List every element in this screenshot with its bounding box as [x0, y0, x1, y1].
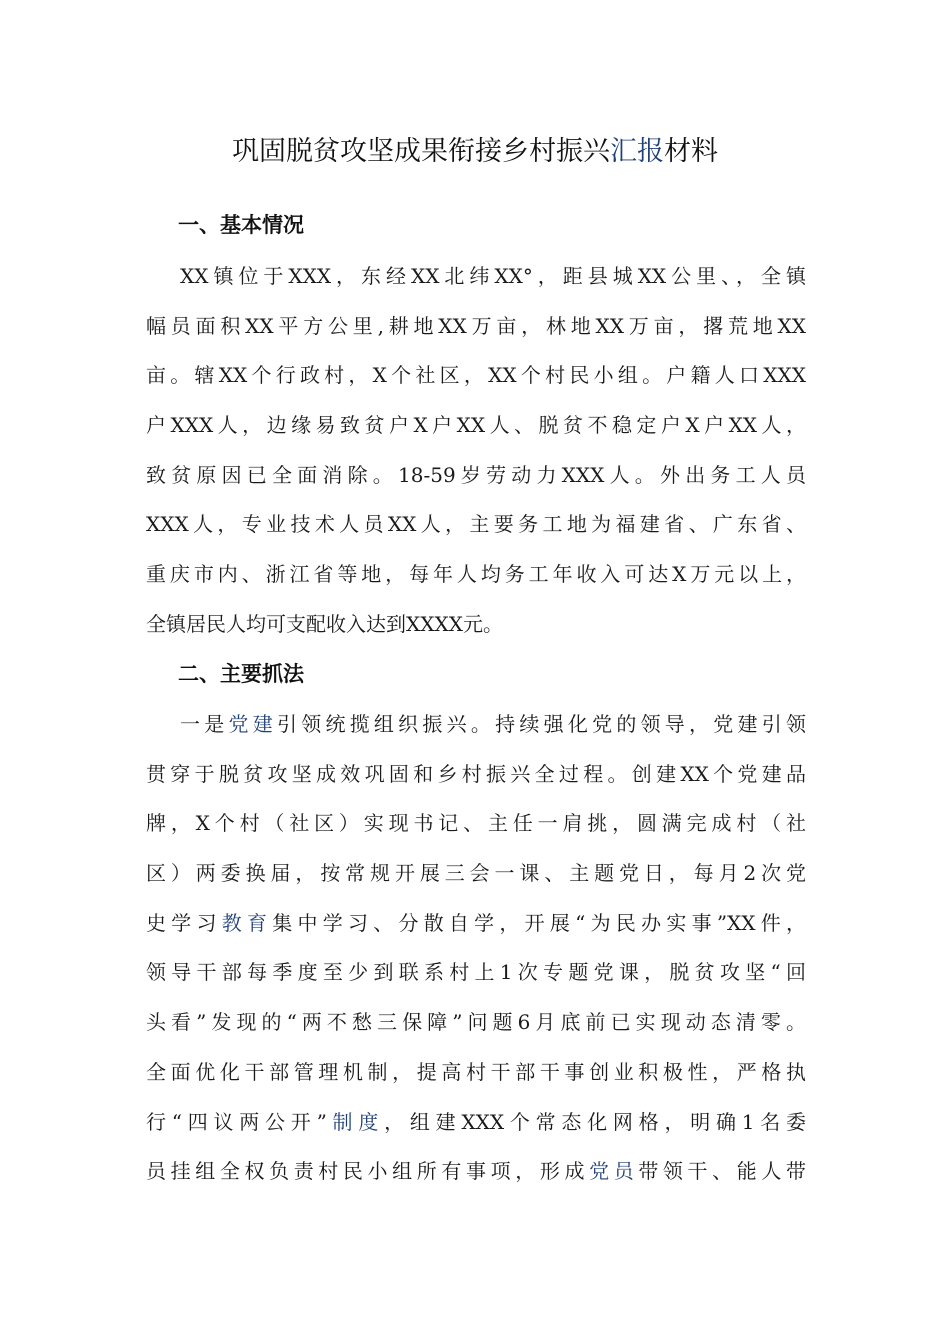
highlight-text: 制度	[326, 1109, 385, 1134]
line-text: 史学习	[146, 910, 222, 935]
document-title	[0, 130, 950, 174]
paragraph-line: XXX人，专业技术人员XX人，主要务工地为福建省、广东省、	[146, 512, 806, 537]
paragraph-line	[146, 905, 806, 955]
line-text: 带领干、能人带	[638, 1159, 806, 1184]
paragraph-line: 致贫原因已全面消除。18-59岁劳动力XXX人。外出务工人员	[146, 462, 806, 487]
section-heading-basic-situation: 一、基本情况	[178, 213, 304, 237]
paragraph-line: 幅员面积XX平方公里,耕地XX万亩，林地XX万亩，撂荒地XX	[146, 313, 806, 338]
line-text: 引领统揽组织振兴。持续强化党的领导，党建引领	[276, 712, 806, 736]
paragraph-line: 户XXX人，边缘易致贫户X户XX人、脱贫不稳定户X户XX人，	[146, 413, 806, 438]
line-text: 员挂组全权负责村民小组所有事项，形成	[146, 1159, 590, 1184]
paragraph-main-measures	[146, 706, 806, 1203]
title-text-main: 巩固脱贫攻坚成果衔接乡村振兴	[232, 136, 610, 167]
line-text: 行“四议两公开”	[146, 1109, 327, 1134]
highlight-text: 党建	[228, 712, 277, 736]
paragraph-line: 领导干部每季度至少到联系村上1次专题党课，脱贫攻坚“回	[146, 960, 806, 985]
title-text-end: 材料	[664, 136, 718, 167]
paragraph-basic-situation	[146, 258, 806, 656]
paragraph-line: 重庆市内、浙江省等地，每年人均务工年收入可达X万元以上，	[146, 562, 806, 587]
line-text: ，组建XXX个常态化网格，明确1名委	[384, 1109, 806, 1134]
title-text-highlight: 汇报	[610, 136, 664, 167]
paragraph-line	[146, 706, 806, 756]
paragraph-line: 牌，X个村（社区）实现书记、主任一肩挑，圆满完成村（社	[146, 811, 806, 836]
paragraph-line: 贯穿于脱贫攻坚成效巩固和乡村振兴全过程。创建XX个党建品	[146, 761, 806, 786]
line-text: 一是	[180, 712, 229, 736]
paragraph-line: 全面优化干部管理机制，提高村干部干事创业积极性，严格执	[146, 1059, 806, 1084]
line-text: 集中学习、分散自学，开展“为民办实事”XX件，	[272, 910, 806, 935]
paragraph-line: 全镇居民人均可支配收入达到XXXX元。	[146, 611, 503, 636]
section-heading-main-measures: 二、主要抓法	[178, 662, 304, 686]
paragraph-line: 头看”发现的“两不愁三保障”问题6月底前已实现动态清零。	[146, 1010, 806, 1035]
paragraph-line	[146, 1153, 806, 1203]
highlight-text: 教育	[221, 910, 273, 935]
paragraph-line: XX镇位于XXX，东经XX北纬XX°，距县城XX公里、，全镇	[180, 264, 806, 288]
paragraph-line: 区）两委换届，按常规开展三会一课、主题党日，每月2次党	[146, 861, 806, 886]
paragraph-line	[146, 1104, 806, 1154]
highlight-text: 党员	[589, 1159, 639, 1184]
paragraph-line: 亩。辖XX个行政村，X个社区，XX个村民小组。户籍人口XXX	[146, 363, 806, 388]
